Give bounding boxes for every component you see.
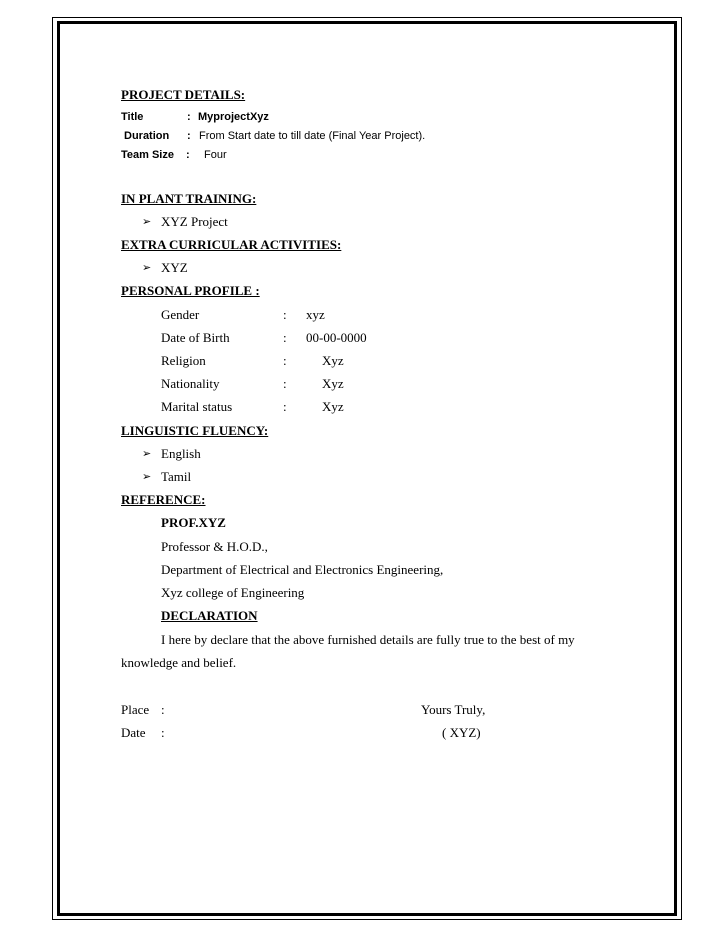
project-duration-colon: :	[187, 130, 191, 142]
marital-status-label: Marital status	[161, 399, 233, 414]
in-plant-item: XYZ Project	[161, 214, 228, 229]
gender-label: Gender	[161, 307, 200, 322]
linguistic-heading: LINGUISTIC FLUENCY:	[121, 423, 269, 438]
gender-value: xyz	[306, 307, 325, 322]
signature-name: ( XYZ)	[442, 725, 481, 740]
declaration-line-1: I here by declare that the above furnished details are fully true to the best of my	[161, 632, 575, 647]
nationality-label: Nationality	[161, 376, 220, 391]
arrow-bullet-icon: ➢	[142, 471, 152, 483]
project-team-label: Team Size	[121, 149, 174, 161]
extra-curricular-heading: EXTRA CURRICULAR ACTIVITIES:	[121, 237, 342, 252]
marital-status-colon: :	[283, 399, 287, 414]
arrow-bullet-icon: ➢	[142, 216, 152, 228]
declaration-line-2: knowledge and belief.	[121, 655, 237, 670]
project-title-value: MyprojectXyz	[198, 111, 269, 123]
religion-label: Religion	[161, 353, 206, 368]
marital-status-value: Xyz	[322, 399, 344, 414]
project-title-colon: :	[187, 111, 191, 123]
reference-role: Professor & H.O.D.,	[161, 539, 268, 554]
arrow-bullet-icon: ➢	[142, 448, 152, 460]
project-team-value: Four	[204, 149, 227, 161]
reference-heading: REFERENCE:	[121, 492, 206, 507]
dob-value: 00-00-0000	[306, 330, 367, 345]
closing-text: Yours Truly,	[421, 702, 486, 717]
gender-colon: :	[283, 307, 287, 322]
date-colon: :	[161, 725, 165, 740]
personal-profile-heading: PERSONAL PROFILE :	[121, 283, 260, 298]
dob-colon: :	[283, 330, 287, 345]
religion-value: Xyz	[322, 353, 344, 368]
religion-colon: :	[283, 353, 287, 368]
reference-department: Department of Electrical and Electronics Engineering,	[161, 562, 444, 577]
place-label: Place	[121, 702, 150, 717]
dob-label: Date of Birth	[161, 330, 230, 345]
project-duration-value: From Start date to till date (Final Year Project).	[199, 130, 426, 142]
nationality-value: Xyz	[322, 376, 344, 391]
nationality-colon: :	[283, 376, 287, 391]
project-duration-label: Duration	[124, 130, 170, 142]
in-plant-heading: IN PLANT TRAINING:	[121, 191, 257, 206]
language-item: English	[161, 446, 201, 461]
date-label: Date	[121, 725, 146, 740]
reference-name: PROF.XYZ	[161, 515, 226, 530]
arrow-bullet-icon: ➢	[142, 262, 152, 274]
reference-college: Xyz college of Engineering	[161, 585, 305, 600]
language-item: Tamil	[161, 469, 192, 484]
project-details-heading: PROJECT DETAILS:	[121, 87, 246, 102]
place-colon: :	[161, 702, 165, 717]
project-team-colon: :	[186, 149, 190, 161]
declaration-heading: DECLARATION	[161, 608, 258, 623]
project-title-label: Title	[121, 111, 144, 123]
extra-curricular-item: XYZ	[161, 260, 188, 275]
